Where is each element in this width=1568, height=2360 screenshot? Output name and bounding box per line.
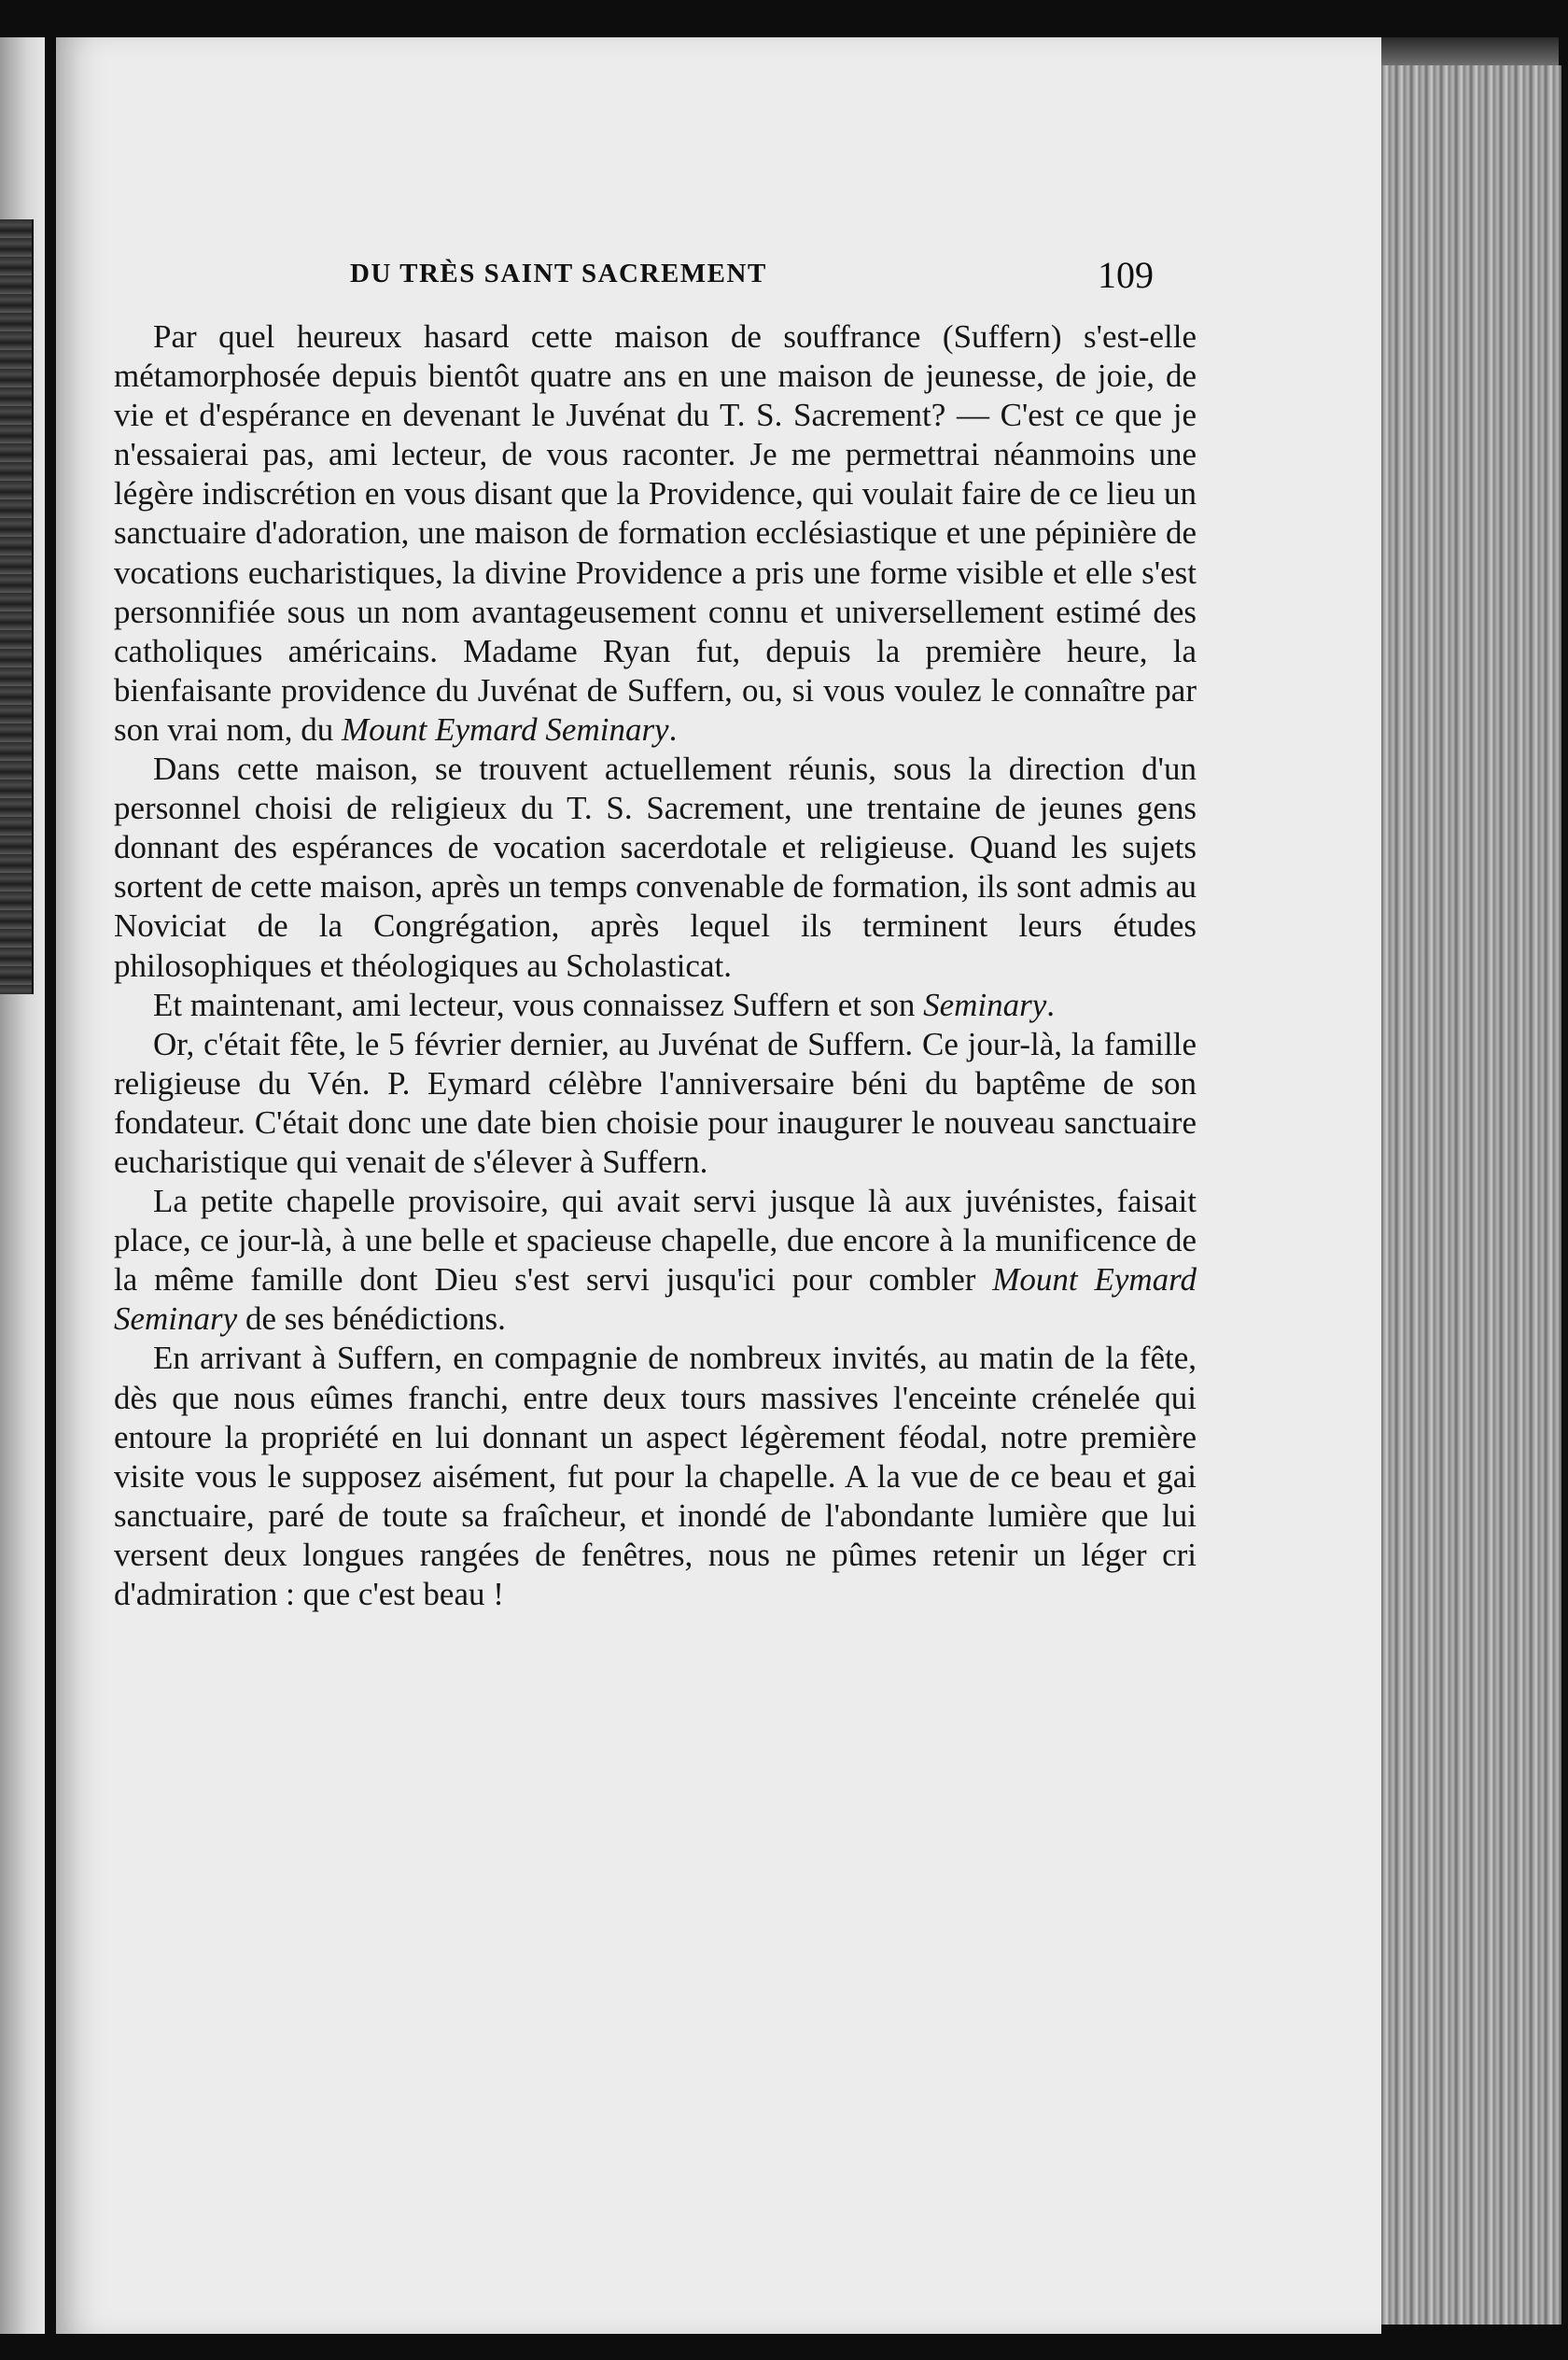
paragraph-5 (114, 1182, 1197, 1339)
paragraph-3-italic: Seminary (923, 986, 1047, 1023)
book-top-edge (1372, 37, 1559, 69)
page-header (56, 254, 1381, 296)
paragraph-6: En arrivant à Suffern, en compagnie de nombreux invités, au matin de la fête, dès que nous eûmes franchi, entre deux tours massives l'enceinte crénelée qui entoure la propriété en lui donnant un aspect légèrement féodal, notre première visite vous le supposez aisément, fut pour la chapelle. A la vue de ce beau et gai sanctuaire, paré de toute sa fraîcheur, et inondé de l'abondante lumière que lui versent deux longues rangées de fenêtres, nous ne pûmes retenir un léger cri d'admiration : que c'est beau ! (114, 1340, 1197, 1612)
paragraph-1-text: Par quel heureux hasard cette maison de souffrance (Suffern) s'est-elle métamorphosée depuis bientôt quatre ans en une maison de jeunesse, de joie, de vie et d'espérance en devenant le Juvénat du T. S. Sacrement? — C'est ce que je n'essaierai pas, ami lecteur, de vous raconter. Je me permettrai néanmoins une légère indiscrétion en vous disant que la Providence, qui voulait faire de ce lieu un sanctuaire d'adoration, une maison de formation ecclésiastique et une pépinière de vocations eucharistiques, la divine Providence a pris une forme visible et elle s'est personnifiée sous un nom avantageusement connu et universellement estimé des catholiques américains. Madame Ryan fut, depuis la première heure, la bienfaisante providence du Juvénat de Suffern, ou, si vous voulez le connaître par son vrai nom, du (114, 318, 1197, 748)
paragraph-5-text: La petite chapelle provisoire, qui avait servi jusque là aux juvénistes, faisait place, ce jour-là, à une belle et spacieuse chapelle, due encore à la munificence de la même famille dont Dieu s'est servi jusqu'ici pour combler (114, 1183, 1197, 1299)
book-page-edges (1372, 65, 1561, 2325)
paragraph-2: Dans cette maison, se trouvent actuellement réunis, sous la direction d'un personnel choisi de religieux du T. S. Sacrement, une trentaine de jeunes gens donnant des espérances de vocation sacerdotale et religieuse. Quand les sujets sortent de cette maison, après un temps convenable de formation, ils sont admis au Noviciat de la Congrégation, après lequel ils terminent leurs études philosophiques et théologiques au Scholasticat. (114, 751, 1197, 984)
body-text (114, 317, 1197, 1614)
paragraph-3-text: Et maintenant, ami lecteur, vous connaissez Suffern et son (153, 986, 924, 1023)
running-title: DU TRÈS SAINT SACREMENT (350, 259, 767, 288)
facing-page-illustration (0, 219, 34, 994)
paragraph-3-end: . (1046, 986, 1056, 1023)
paragraph-1-end: . (668, 710, 678, 748)
book-page (56, 37, 1381, 2334)
paragraph-5-end: de ses bénédictions. (237, 1300, 506, 1338)
paragraph-1 (114, 317, 1197, 750)
paragraph-3 (114, 986, 1197, 1025)
paragraph-4: Or, c'était fête, le 5 février dernier, au Juvénat de Suffern. Ce jour-là, la famille religieuse du Vén. P. Eymard célèbre l'anniversaire béni du baptême de son fondateur. C'était donc une date bien choisie pour inaugurer le nouveau sanctuaire eucharistique qui venait de s'élever à Suffern. (114, 1025, 1197, 1180)
page-number: 109 (1098, 254, 1154, 296)
paragraph-5-italic: Mount Eymard Seminary (114, 1261, 1197, 1338)
paragraph-1-italic: Mount Eymard Seminary (342, 710, 669, 748)
